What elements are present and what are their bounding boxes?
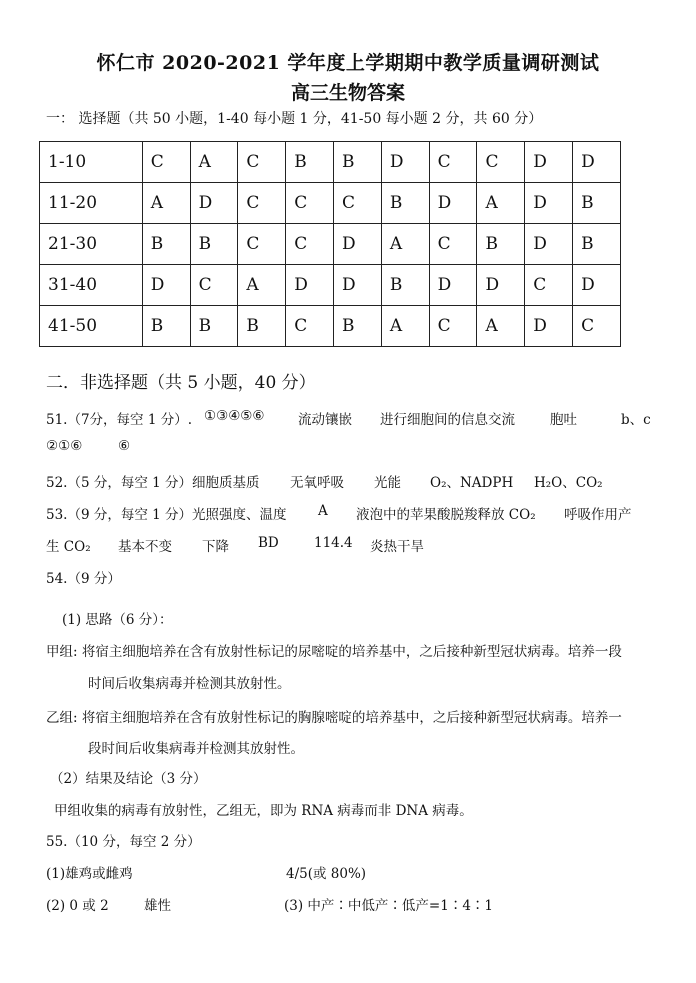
answer-row [40,183,621,224]
q51-answer-4: 胞吐 [550,412,577,428]
answer-cell: B [238,306,286,347]
answer-cell: B [334,306,382,347]
section-2-heading: 二．非选择题（共 5 小题，40 分） [46,373,316,393]
answer-cell: D [142,265,190,306]
q54-group-b-line-1: 乙组: 将宿主细胞培养在含有放射性标记的胸腺嘧啶的培养基中，之后接种新型冠状病毒。培养一 [46,710,622,726]
answer-cell: C [573,306,621,347]
q52-answer-5: H₂O、CO₂ [534,475,603,491]
q53-answer-6: 下降 [202,539,229,555]
answer-row [40,224,621,265]
answer-cell: B [142,224,190,265]
answer-cell: B [381,265,429,306]
answer-cell: B [142,306,190,347]
q53-head: 53.（9 分，每空 1 分）光照强度、温度 [46,507,287,523]
q52-answer-3: 光能 [374,475,401,491]
answer-cell: B [381,183,429,224]
q53-answer-7: BD [258,535,279,551]
answer-range-cell: 21-30 [40,224,143,265]
answer-range-cell: 31-40 [40,265,143,306]
q51-line-1 [46,408,666,428]
answer-cell: A [238,265,286,306]
q55-answer-2: 4/5(或 80%) [286,866,367,882]
q51-answer-3: 进行细胞间的信息交流 [380,412,515,428]
q51-head: 51.（7分，每空 1 分）. [46,412,193,428]
answer-cell: D [573,142,621,183]
answer-cell: B [286,142,334,183]
answer-range-cell: 11-20 [40,183,143,224]
q55-answer-5: (3) 中产∶中低产∶低产=1∶4∶1 [284,898,493,914]
answer-cell: C [334,183,382,224]
q51-answer-7: ⑥ [118,438,131,454]
q54-group-a-line-2: 时间后收集病毒并检测其放射性。 [88,676,291,692]
q52-answer-2: 无氧呼吸 [290,475,344,491]
q51-line-2 [46,438,246,458]
q54-group-a-line-1: 甲组: 将宿主细胞培养在含有放射性标记的尿嘧啶的培养基中，之后接种新型冠状病毒。培养一段 [46,644,622,660]
answer-cell: A [477,306,525,347]
answer-cell: A [381,306,429,347]
q55-answer-1: (1)雄鸡或雌鸡 [46,866,133,882]
answer-cell: D [525,306,573,347]
answer-cell: D [429,265,477,306]
q54-sub-2: （2）结果及结论（3 分） [50,771,207,787]
answer-cell: D [334,224,382,265]
page-title: 怀仁市 2020-2021 学年度上学期期中教学质量调研测试 [96,52,600,74]
answer-cell: C [286,183,334,224]
q55-line-2 [46,894,666,914]
answer-table [39,141,621,347]
answer-cell: C [238,142,286,183]
answer-cell: D [381,142,429,183]
answer-cell: D [286,265,334,306]
q54-group-b-line-2: 段时间后收集病毒并检测其放射性。 [88,741,304,757]
answer-cell: C [286,306,334,347]
answer-cell: D [334,265,382,306]
q55-line-1 [46,862,666,882]
q51-answer-2: 流动镶嵌 [298,412,352,428]
answer-cell: D [477,265,525,306]
answer-cell: D [525,224,573,265]
answer-range-cell: 1-10 [40,142,143,183]
answer-cell: B [190,306,238,347]
q53-line-2 [46,535,666,555]
answer-cell: C [525,265,573,306]
answer-cell: B [334,142,382,183]
section-1-heading: 一： 选择题（共 50 小题，1-40 每小题 1 分，41-50 每小题 2 分，共 60 分） [46,111,543,127]
q53-answer-5: 基本不变 [118,539,172,555]
q51-answer-1: ①③④⑤⑥ [204,408,265,424]
q51-answer-6: ②①⑥ [46,438,83,454]
answer-cell: A [381,224,429,265]
answer-cell: A [190,142,238,183]
answer-cell: B [573,183,621,224]
q54-sub-1: (1) 思路（6 分）： [62,612,173,628]
q53-line-1 [46,503,666,523]
answer-cell: D [525,142,573,183]
answer-cell: A [142,183,190,224]
answer-cell: C [190,265,238,306]
answer-cell: B [477,224,525,265]
answer-cell: D [573,265,621,306]
answer-cell: C [429,142,477,183]
q52-head: 52.（5 分，每空 1 分）细胞质基质 [46,475,260,491]
q51-answer-5: b、c [621,412,651,428]
answer-cell: C [477,142,525,183]
answer-cell: C [142,142,190,183]
q53-answer-9: 炎热干旱 [370,539,424,555]
answer-cell: D [190,183,238,224]
answer-cell: A [477,183,525,224]
answer-row [40,306,621,347]
q54-conclusion: 甲组收集的病毒有放射性，乙组无，即为 RNA 病毒而非 DNA 病毒。 [54,803,473,819]
q53-answer-2: A [318,503,328,519]
q53-answer-4b: 生 CO₂ [46,539,91,555]
q55-answer-3: (2) 0 或 2 [46,898,109,914]
q52-answer-4: O₂、NADPH [430,475,514,491]
q55-head: 55.（10 分，每空 2 分） [46,834,201,850]
answer-cell: C [238,224,286,265]
q53-answer-3: 液泡中的苹果酸脱羧释放 CO₂ [356,507,536,523]
answer-cell: D [429,183,477,224]
answer-cell: C [238,183,286,224]
answer-cell: C [429,306,477,347]
answer-row [40,142,621,183]
q55-answer-4: 雄性 [144,898,171,914]
answer-cell: C [429,224,477,265]
answer-cell: B [190,224,238,265]
answer-cell: D [525,183,573,224]
q53-answer-8: 114.4 [314,535,353,551]
q53-answer-4: 呼吸作用产 [564,507,632,523]
answer-row [40,265,621,306]
page-subtitle: 高三生物答案 [290,82,405,104]
answer-cell: C [286,224,334,265]
answer-range-cell: 41-50 [40,306,143,347]
q52-line [46,471,666,491]
answer-cell: B [573,224,621,265]
q54-head: 54.（9 分） [46,571,121,587]
